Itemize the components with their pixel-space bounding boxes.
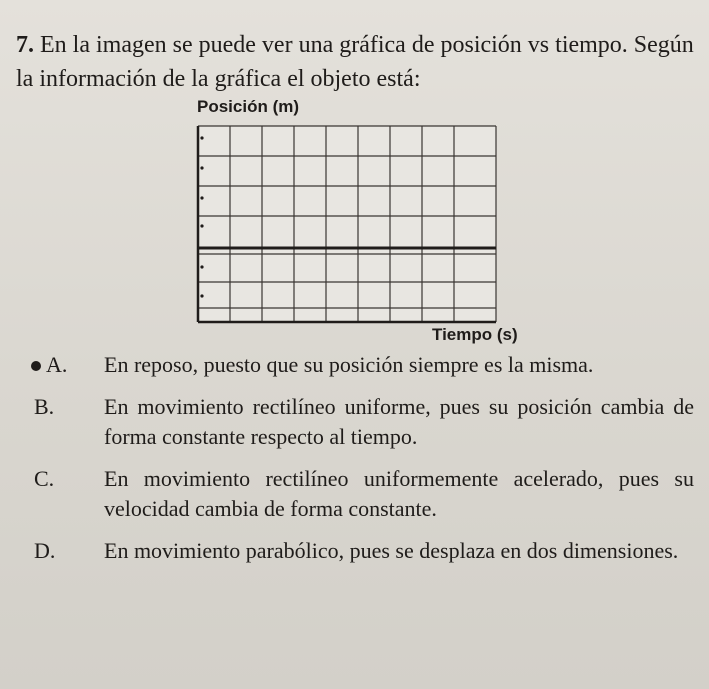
option-text: En movimiento parabólico, pues se desplaza en dos dimensiones.: [104, 538, 679, 563]
answer-options: [34, 350, 694, 578]
x-axis-label: Tiempo (s): [432, 325, 518, 344]
option-letter: A.: [46, 352, 68, 377]
option-d[interactable]: [34, 536, 694, 566]
question: [16, 28, 696, 96]
option-letter: B.: [34, 394, 55, 419]
option-b[interactable]: [34, 392, 694, 452]
y-axis-label: Posición (m): [197, 97, 300, 116]
option-text: En movimiento rectilíneo uniforme, pues su posición cambia de forma constante respecto al tiempo.: [104, 394, 694, 449]
question-text: En la imagen se puede ver una gráfica de posición vs tiempo. Según la información de la gráfica el objeto está:: [16, 32, 694, 92]
option-letter: D.: [34, 538, 56, 563]
question-number: 7.: [16, 32, 34, 58]
option-text: En movimiento rectilíneo uniformemente acelerado, pues su velocidad cambia de forma constante.: [104, 466, 694, 521]
option-letter: C.: [34, 466, 55, 491]
graph-background: [198, 126, 496, 322]
position-time-graph: [190, 122, 500, 327]
option-c[interactable]: [34, 464, 694, 524]
option-a[interactable]: [34, 350, 694, 380]
option-text: En reposo, puesto que su posición siempre es la misma.: [104, 352, 594, 377]
